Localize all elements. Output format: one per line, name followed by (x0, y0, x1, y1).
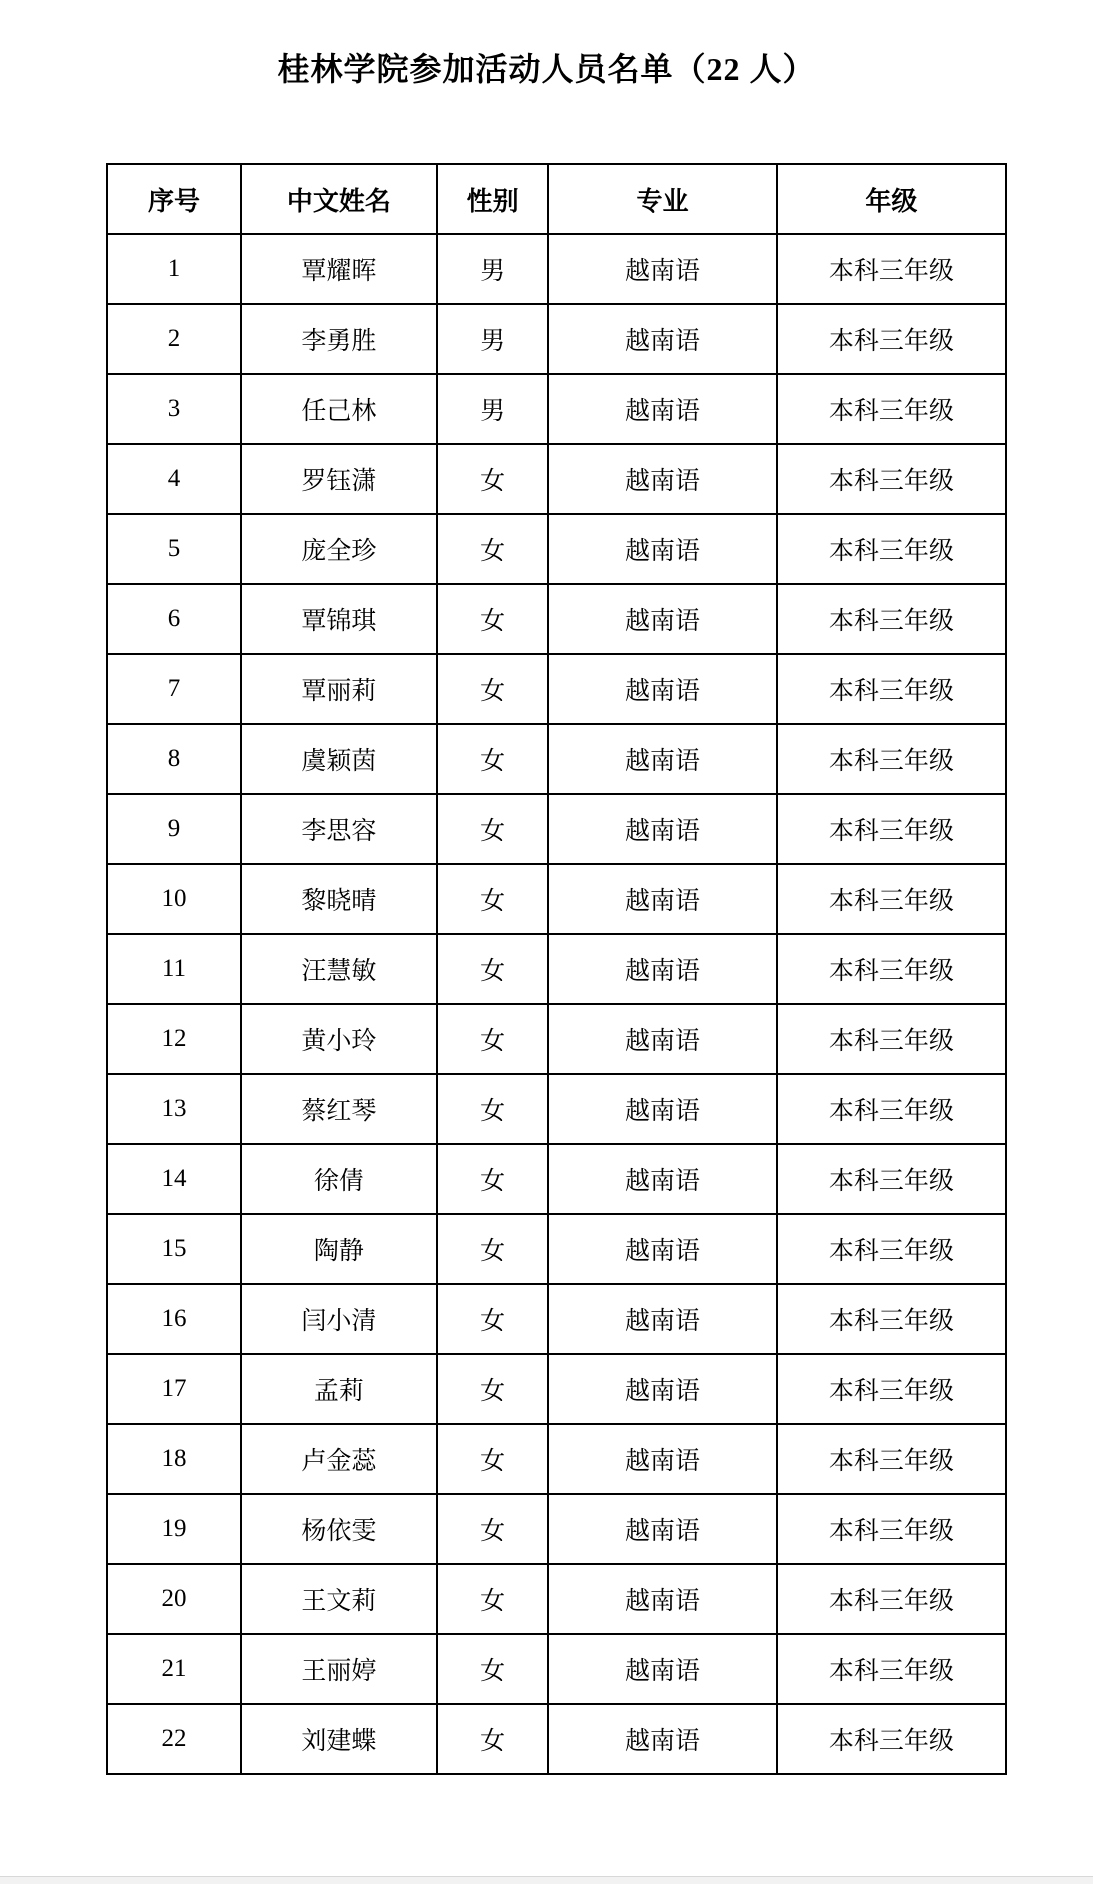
cell-index: 17 (107, 1354, 241, 1424)
cell-grade: 本科三年级 (777, 1004, 1006, 1074)
cell-grade: 本科三年级 (777, 934, 1006, 1004)
header-major: 专业 (548, 164, 776, 234)
cell-grade: 本科三年级 (777, 1424, 1006, 1494)
cell-index: 4 (107, 444, 241, 514)
cell-index: 9 (107, 794, 241, 864)
header-name: 中文姓名 (241, 164, 437, 234)
cell-gender: 女 (437, 1634, 548, 1704)
cell-index: 3 (107, 374, 241, 444)
cell-grade: 本科三年级 (777, 1494, 1006, 1564)
header-grade: 年级 (777, 164, 1006, 234)
cell-index: 13 (107, 1074, 241, 1144)
cell-index: 10 (107, 864, 241, 934)
cell-major: 越南语 (548, 304, 776, 374)
table-row (107, 1144, 1006, 1214)
table-row (107, 1704, 1006, 1774)
table-row (107, 1564, 1006, 1634)
cell-major: 越南语 (548, 1494, 776, 1564)
cell-major: 越南语 (548, 1214, 776, 1284)
cell-gender: 女 (437, 654, 548, 724)
cell-index: 6 (107, 584, 241, 654)
cell-name: 庞全珍 (241, 514, 437, 584)
cell-index: 19 (107, 1494, 241, 1564)
cell-gender: 男 (437, 374, 548, 444)
cell-grade: 本科三年级 (777, 794, 1006, 864)
table-row (107, 864, 1006, 934)
cell-name: 闫小清 (241, 1284, 437, 1354)
cell-gender: 女 (437, 1704, 548, 1774)
table-row (107, 444, 1006, 514)
cell-name: 任己林 (241, 374, 437, 444)
table-row (107, 934, 1006, 1004)
table-row (107, 1424, 1006, 1494)
cell-gender: 女 (437, 1424, 548, 1494)
cell-gender: 女 (437, 794, 548, 864)
cell-major: 越南语 (548, 794, 776, 864)
cell-name: 汪慧敏 (241, 934, 437, 1004)
table-row (107, 1354, 1006, 1424)
table-row (107, 514, 1006, 584)
cell-grade: 本科三年级 (777, 1354, 1006, 1424)
cell-index: 8 (107, 724, 241, 794)
cell-name: 杨依雯 (241, 1494, 437, 1564)
cell-index: 14 (107, 1144, 241, 1214)
cell-major: 越南语 (548, 584, 776, 654)
cell-index: 5 (107, 514, 241, 584)
cell-name: 卢金蕊 (241, 1424, 437, 1494)
cell-name: 李思容 (241, 794, 437, 864)
cell-gender: 女 (437, 1494, 548, 1564)
cell-name: 王文莉 (241, 1564, 437, 1634)
table-row (107, 234, 1006, 304)
table-row (107, 1214, 1006, 1284)
cell-index: 20 (107, 1564, 241, 1634)
cell-name: 覃锦琪 (241, 584, 437, 654)
cell-name: 罗钰潇 (241, 444, 437, 514)
cell-index: 7 (107, 654, 241, 724)
cell-major: 越南语 (548, 654, 776, 724)
cell-major: 越南语 (548, 234, 776, 304)
table-row (107, 654, 1006, 724)
cell-index: 22 (107, 1704, 241, 1774)
cell-gender: 女 (437, 864, 548, 934)
header-gender: 性别 (437, 164, 548, 234)
cell-grade: 本科三年级 (777, 444, 1006, 514)
table-row (107, 1634, 1006, 1704)
cell-gender: 男 (437, 304, 548, 374)
cell-index: 1 (107, 234, 241, 304)
table-row (107, 794, 1006, 864)
cell-name: 蔡红琴 (241, 1074, 437, 1144)
table-row (107, 1074, 1006, 1144)
cell-gender: 女 (437, 584, 548, 654)
table-row (107, 304, 1006, 374)
cell-grade: 本科三年级 (777, 304, 1006, 374)
cell-grade: 本科三年级 (777, 1564, 1006, 1634)
cell-index: 11 (107, 934, 241, 1004)
cell-grade: 本科三年级 (777, 234, 1006, 304)
cell-gender: 女 (437, 444, 548, 514)
cell-name: 黎晓晴 (241, 864, 437, 934)
cell-major: 越南语 (548, 1424, 776, 1494)
cell-grade: 本科三年级 (777, 514, 1006, 584)
cell-major: 越南语 (548, 1004, 776, 1074)
cell-major: 越南语 (548, 934, 776, 1004)
cell-grade: 本科三年级 (777, 864, 1006, 934)
roster-table (106, 163, 1007, 1775)
cell-gender: 女 (437, 724, 548, 794)
cell-grade: 本科三年级 (777, 1284, 1006, 1354)
cell-name: 孟莉 (241, 1354, 437, 1424)
cell-major: 越南语 (548, 1634, 776, 1704)
cell-index: 2 (107, 304, 241, 374)
cell-index: 16 (107, 1284, 241, 1354)
cell-grade: 本科三年级 (777, 1634, 1006, 1704)
cell-gender: 女 (437, 1284, 548, 1354)
table-row (107, 1494, 1006, 1564)
cell-major: 越南语 (548, 374, 776, 444)
cell-gender: 女 (437, 514, 548, 584)
header-index: 序号 (107, 164, 241, 234)
cell-gender: 女 (437, 1004, 548, 1074)
cell-grade: 本科三年级 (777, 1214, 1006, 1284)
cell-grade: 本科三年级 (777, 584, 1006, 654)
table-row (107, 1284, 1006, 1354)
cell-grade: 本科三年级 (777, 1704, 1006, 1774)
cell-grade: 本科三年级 (777, 724, 1006, 794)
cell-major: 越南语 (548, 514, 776, 584)
cell-name: 王丽婷 (241, 1634, 437, 1704)
cell-major: 越南语 (548, 1074, 776, 1144)
cell-name: 李勇胜 (241, 304, 437, 374)
cell-major: 越南语 (548, 1564, 776, 1634)
table-row (107, 724, 1006, 794)
cell-major: 越南语 (548, 1354, 776, 1424)
cell-major: 越南语 (548, 1284, 776, 1354)
cell-major: 越南语 (548, 1144, 776, 1214)
cell-gender: 女 (437, 1074, 548, 1144)
table-header-row (107, 164, 1006, 234)
cell-name: 覃耀晖 (241, 234, 437, 304)
cell-name: 覃丽莉 (241, 654, 437, 724)
cell-grade: 本科三年级 (777, 374, 1006, 444)
cell-index: 12 (107, 1004, 241, 1074)
cell-major: 越南语 (548, 1704, 776, 1774)
cell-grade: 本科三年级 (777, 1074, 1006, 1144)
page-bottom-edge (0, 1876, 1093, 1884)
cell-gender: 女 (437, 1214, 548, 1284)
cell-name: 徐倩 (241, 1144, 437, 1214)
cell-gender: 男 (437, 234, 548, 304)
cell-gender: 女 (437, 1354, 548, 1424)
table-row (107, 1004, 1006, 1074)
cell-name: 陶静 (241, 1214, 437, 1284)
page-title: 桂林学院参加活动人员名单（22 人） (277, 51, 816, 87)
cell-major: 越南语 (548, 444, 776, 514)
cell-index: 18 (107, 1424, 241, 1494)
cell-major: 越南语 (548, 724, 776, 794)
table-row (107, 374, 1006, 444)
cell-grade: 本科三年级 (777, 654, 1006, 724)
cell-name: 刘建蝶 (241, 1704, 437, 1774)
cell-index: 15 (107, 1214, 241, 1284)
table-row (107, 584, 1006, 654)
cell-grade: 本科三年级 (777, 1144, 1006, 1214)
cell-gender: 女 (437, 1564, 548, 1634)
cell-name: 虞颖茵 (241, 724, 437, 794)
cell-gender: 女 (437, 934, 548, 1004)
cell-gender: 女 (437, 1144, 548, 1214)
cell-major: 越南语 (548, 864, 776, 934)
cell-name: 黄小玲 (241, 1004, 437, 1074)
cell-index: 21 (107, 1634, 241, 1704)
